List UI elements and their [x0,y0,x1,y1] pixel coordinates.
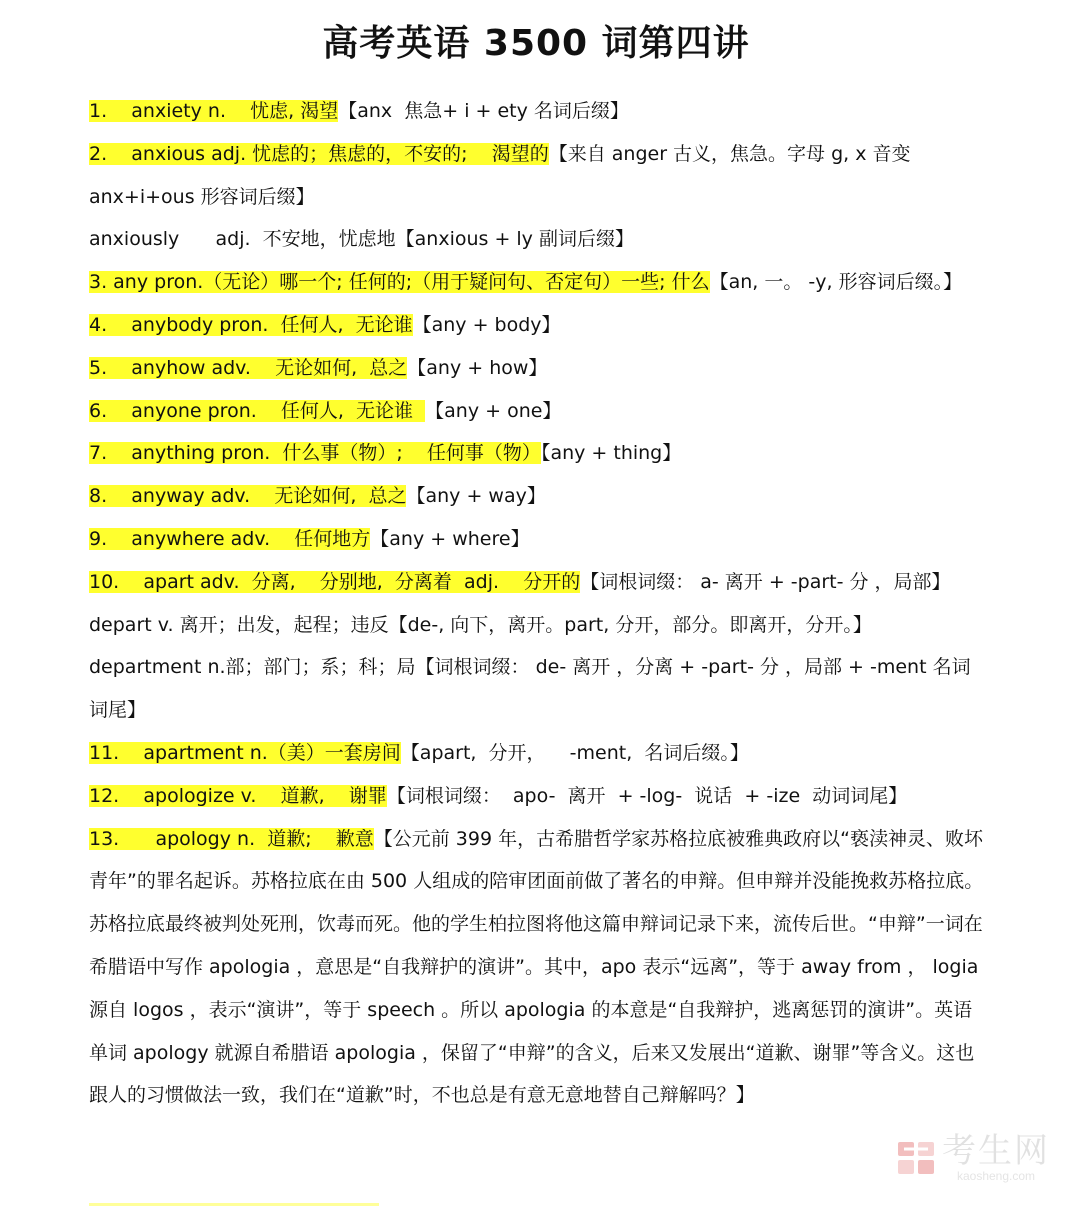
entry-headword: 9. anywhere adv. 任何地方 [89,527,371,550]
entry-depart [89,604,985,647]
entry-headword: 11. apartment n.（美）一套房间 [89,741,401,764]
watermark-text [942,1131,1050,1183]
entry-headword: 12. apologize v. 道歉, 谢罪 [89,784,387,807]
entry-etymology: 【any + one】 [425,399,562,422]
entry-etymology: 【apart, 分开， -ment, 名词后缀。】 [400,741,749,764]
entry-anything [89,432,985,475]
entry-anybody [89,304,985,347]
entry-headword: 1. anxiety n. 忧虑, 渴望 [89,100,339,122]
page-title: 高考英语 3500 词第四讲 [322,23,750,64]
entry-etymology: 【an, 一。 -y, 形容词后缀。】 [709,271,963,294]
entry-anyway [89,475,985,518]
entry-derivative: anxiously adj. 不安地，忧虑地【anxious + ly 副词后缀】 [89,228,634,251]
entry-apology [89,818,985,1118]
entry-headword: 13. apology n. 道歉; 歉意 [89,827,374,850]
highlight-fragment [89,1203,379,1206]
entry-etymology: 【any + body】 [412,313,561,336]
entry-any [89,261,985,304]
entry-anywhere [89,518,985,561]
entry-etymology: 【anx 焦急+ i + ety 名词后缀】 [338,100,629,122]
entry-anxiety [89,90,985,133]
entry-apologize [89,775,985,818]
entry-headword: 3. any pron.（无论）哪一个; 任何的;（用于疑问句、否定句）一些; 什么 [89,271,710,294]
entry-department [89,646,985,732]
entry-apartment [89,732,985,775]
entry-etymology: 【公元前 399 年，古希腊哲学家苏格拉底被雅典政府以“亵渎神灵、败坏青年”的罪名起诉。苏格拉底在由 500 人组成的陪审团面前做了著名的申辩。但申辩并没能挽救苏格拉底。苏格拉底最终被判处死刑，饮毒而死。他的学生柏拉图将他这篇申辩词记录下来，流传后世。“申辩”一词在希腊语中写作 apologia ，意思是“自我辩护的演讲”。其中，apo 表示“远离”，等于 away from ， logia 源自 logos ，表示“演讲”，等于 speech 。所以 apologia 的本意是“自我辩护，逃离惩罚的演讲”。英语单词 apology 就源自希腊语 apologia ，保留了“申辩”的含义，后来又发展出“道歉、谢罪”等含义。这也跟人的习惯做法一致，我们在“道歉”时，不也总是有意无意地替自己辩解吗？】 [89,827,984,1107]
entry-etymology: 【词根词缀： a- 离开 + -part- 分 ，局部】 [580,570,951,593]
entry-headword: 8. anyway adv. 无论如何, 总之 [89,485,407,508]
entry-etymology: 【词根词缀： apo- 离开 + -log- 说话 + -ize 动词词尾】 [386,784,908,807]
site-watermark [896,1131,1050,1183]
entry-derivative: depart v. 离开；出发，起程；违反【de-, 向下，离开。part, 分开，部分。即离开，分开。】 [89,613,872,636]
entry-headword: 2. anxious adj. 忧虑的；焦虑的，不安的; 渴望的 [89,142,549,165]
entry-etymology: 【any + where】 [370,527,530,550]
entry-etymology: 【any + how】 [407,356,548,379]
entry-etymology: 【来自 anger 古义，焦急。字母 g, x 音变 anx+i+ous 形容词后缀】 [89,142,911,208]
entry-headword: 7. anything pron. 什么事（物）; 任何事（物） [89,442,541,465]
watermark-url: kaosheng.com [956,1169,1036,1183]
kaosheng-logo-icon [896,1138,936,1178]
entry-headword: 10. apart adv. 分离, 分别地, 分离着 adj. 分开的 [89,570,581,593]
entry-anyhow [89,347,985,390]
entry-derivative: department n.部；部门；系；科；局【词根词缀： de- 离开 ，分离 + -part- 分 ，局部 + -ment 名词词尾】 [89,656,971,722]
entry-anyone [89,390,985,433]
entry-apart [89,561,985,604]
entry-headword: 6. anyone pron. 任何人, 无论谁 [89,399,426,422]
entry-anxious [89,133,985,219]
entry-headword: 5. anyhow adv. 无论如何, 总之 [89,356,408,379]
vocab-list [89,90,985,1117]
entry-headword: 4. anybody pron. 任何人, 无论谁 [89,313,413,336]
entry-etymology: 【any + way】 [406,485,546,508]
watermark-site-name: 考生网 [942,1131,1050,1171]
entry-anxiously [89,218,985,261]
entry-etymology: 【any + thing】 [540,442,682,465]
